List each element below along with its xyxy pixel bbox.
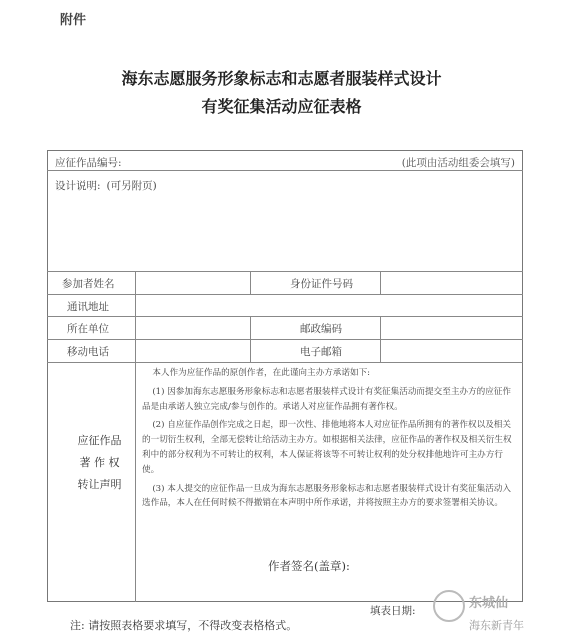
postcode-label: 邮政编码 (300, 323, 342, 335)
attachment-label: 附件 (60, 13, 87, 28)
author-signature-field[interactable] (375, 555, 515, 575)
address-label: 通讯地址 (67, 301, 109, 313)
employer-field[interactable] (136, 317, 249, 338)
section-label-line: 转让声明 (77, 478, 122, 491)
form-title-line1: 海东志愿服务形象标志和志愿者服装样式设计 (121, 69, 442, 88)
design-description-note: (可另附页) (106, 180, 157, 192)
design-description-field[interactable] (48, 171, 522, 270)
wechat-logo-icon (433, 590, 465, 622)
declaration-clause-2: (2) 自应征作品创作完成之日起，即一次性、排他地将本人对应征作品所拥有的著作权以及相关的一切衍生权利，全部无偿转让给活动主办方。如根据相关法律，应征作品的著作权及相关衍生权利中的部分权利为不可转让的权利，本人保证将该等不可转让权利的处分权排他地许可主办方行使。 (142, 420, 512, 475)
id-number-label: 身份证件号码 (290, 278, 353, 290)
watermark (433, 590, 558, 640)
form-title-line2: 有奖征集活动应征表格 (201, 97, 362, 116)
participant-name-label: 参加者姓名 (62, 278, 115, 290)
fill-date-label: 填表日期: (370, 605, 416, 617)
section-label-line: 著 作 权 (79, 456, 120, 469)
watermark-account-name: 海东新青年 (469, 619, 524, 632)
postcode-field[interactable] (381, 317, 522, 338)
entry-number-label: 应征作品编号: (55, 157, 122, 169)
address-field[interactable] (136, 295, 522, 315)
column-divider (250, 271, 251, 294)
footer-note: 注: 请按照表格要求填写，不得改变表格格式。 (70, 619, 298, 632)
email-label: 电子邮箱 (300, 346, 342, 358)
design-description-label-text: 设计说明: (55, 180, 101, 192)
email-field[interactable] (381, 340, 522, 361)
declaration-intro: 本人作为应征作品的原创作者，在此谨向主办方承诺如下: (152, 368, 371, 378)
entry-number-note: (此项由活动组委会填写) (401, 157, 515, 169)
id-number-field[interactable] (381, 272, 522, 293)
declaration-clause-1: (1) 因参加海东志愿服务形象标志和志愿者服装样式设计有奖征集活动而提交至主办方的应征作品是由承诺人独立完成/参与创作的。承诺人对应征作品拥有著作权。 (142, 386, 511, 412)
mobile-label: 移动电话 (67, 346, 109, 358)
author-signature-label: 作者签名(盖章): (268, 559, 350, 573)
column-divider (250, 316, 251, 362)
copyright-declaration (142, 366, 516, 511)
watermark-text: 东城仙 (469, 596, 509, 611)
participant-name-field[interactable] (136, 272, 249, 293)
row-divider (47, 362, 523, 363)
mobile-field[interactable] (136, 340, 249, 361)
declaration-clause-3: (3) 本人提交的应征作品一旦成为海东志愿服务形象标志和志愿者服装样式设计有奖征集活动入选作品，本人在任何时候不得撤销在本声明中所作承诺，并将按照主办方的要求签署相关协议。 (142, 483, 511, 509)
section-label-line: 应征作品 (77, 434, 122, 447)
copyright-transfer-section-label (62, 430, 137, 496)
employer-label: 所在单位 (67, 323, 109, 335)
